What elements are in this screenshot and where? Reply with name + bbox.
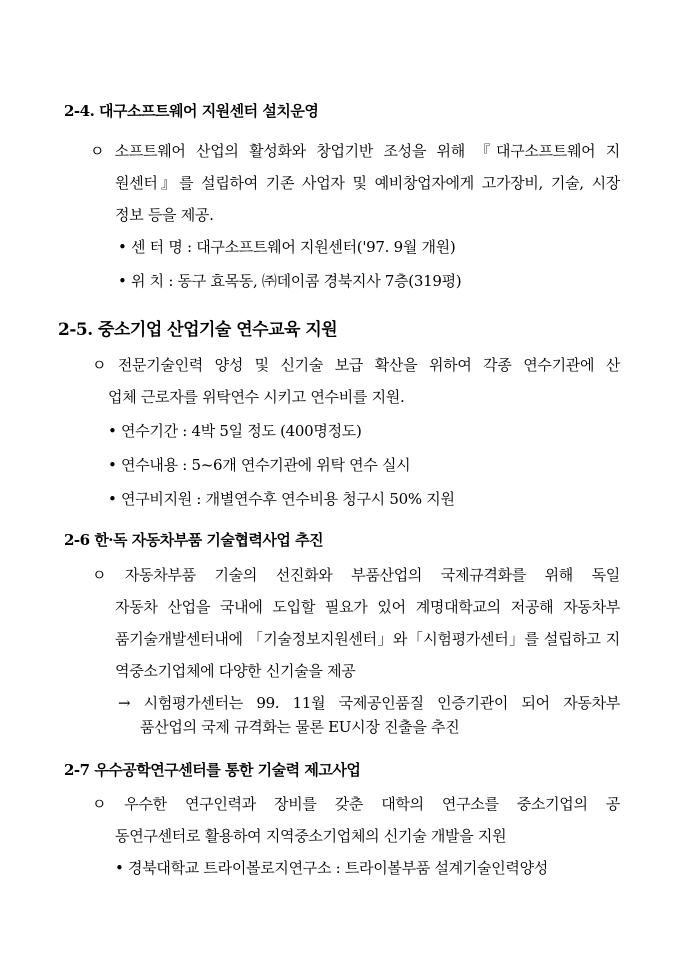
arrow-note-line: → 시험평가센터는 99. 11월 국제공인품질 인증기관이 되어 자동차부 <box>118 694 620 712</box>
bullet-item: • 연수내용 : 5~6개 연수기관에 위탁 연수 실시 <box>108 456 411 474</box>
paragraph-line: ㅇ 소프트웨어 산업의 활성화와 창업기반 조성을 위해 『대구소프트웨어 지 <box>90 142 620 160</box>
section-heading-2-7: 2-7 우수공학연구센터를 통한 기술력 제고사업 <box>64 761 361 779</box>
bullet-item: • 경북대학교 트라이볼로지연구소 : 트라이볼부품 설계기술인력양성 <box>115 859 548 877</box>
paragraph-line: 동연구센터로 활용하여 지역중소기업체의 신기술 개발을 지원 <box>115 827 507 845</box>
section-heading-2-6: 2-6 한·독 자동차부품 기술협력사업 추진 <box>64 531 324 549</box>
bullet-item: • 연구비지원 : 개별연수후 연수비용 청구시 50% 지원 <box>108 490 455 508</box>
paragraph-line: 자동차 산업을 국내에 도입할 필요가 있어 계명대학교의 저공해 자동차부 <box>115 598 620 616</box>
paragraph-line: ㅇ 전문기술인력 양성 및 신기술 보급 확산을 위하여 각종 연수기관에 산 <box>92 356 620 374</box>
bullet-item: • 연수기간 : 4박 5일 정도 (400명정도) <box>108 422 362 440</box>
paragraph-line: 원센터』를 설립하여 기존 사업자 및 예비창업자에게 고가장비, 기술, 시장 <box>115 174 620 192</box>
paragraph-line: 정보 등을 제공. <box>115 206 214 224</box>
section-heading-2-5: 2-5. 중소기업 산업기술 연수교육 지원 <box>58 320 338 340</box>
paragraph-line: ㅇ 우수한 연구인력과 장비를 갖춘 대학의 연구소를 중소기업의 공 <box>92 795 620 813</box>
bullet-item: • 센 터 명 : 대구소프트웨어 지원센터('97. 9월 개원) <box>118 238 456 256</box>
paragraph-line: ㅇ 자동차부품 기술의 선진화와 부품산업의 국제규격화를 위해 독일 <box>92 566 620 584</box>
section-heading-2-4: 2-4. 대구소프트웨어 지원센터 설치운영 <box>64 102 319 120</box>
paragraph-line: 업체 근로자를 위탁연수 시키고 연수비를 지원. <box>108 388 405 406</box>
bullet-item: • 위 치 : 동구 효목동, ㈜데이콤 경북지사 7층(319평) <box>118 272 462 290</box>
paragraph-line: 역중소기업체에 다양한 신기술을 제공 <box>115 662 356 680</box>
paragraph-line: 품기술개발센터내에 「기술정보지원센터」와「시험평가센터」를 설립하고 지 <box>115 630 620 648</box>
arrow-note-line: 품산업의 국제 규격화는 물론 EU시장 진출을 추진 <box>140 718 460 736</box>
